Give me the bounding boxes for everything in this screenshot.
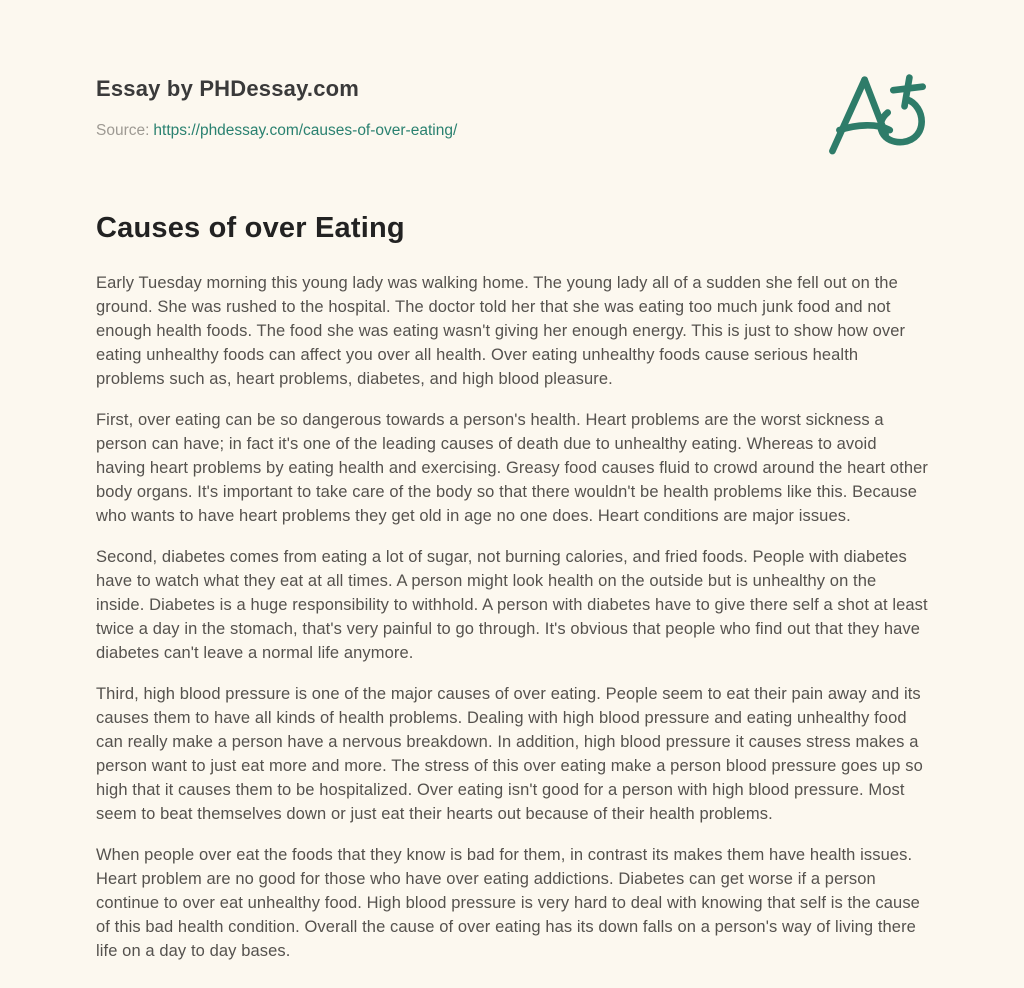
essay-content <box>96 0 928 963</box>
page-title: Causes of over Eating <box>96 212 405 244</box>
essay-paragraph: First, over eating can be so dangerous towards a person's health. Heart problems are the worst sickness a person can have; in fact it's one of the leading causes of death due to unhealthy eating. Whereas to avoid having heart problems by eating health and exercising. Greasy food causes fluid to crowd around the heart other body organs. It's important to take care of the body so that there wouldn't be health problems like this. Because who wants to have heart problems they get old in age no one does. Heart conditions are major issues. <box>96 411 929 525</box>
phdessay-a-plus-logo-icon <box>824 68 936 160</box>
essay-paragraph: When people over eat the foods that they know is bad for them, in contrast its makes them have health issues. Heart problem are no good for those who have over eating addictions. Diabetes can get worse if a person continue to over eat unhealthy food. High blood pressure is very hard to deal with knowing that self is the cause of this bad health condition. Overall the cause of over eating has its down falls on a person's way of living there life on a day to day bases. <box>96 846 920 960</box>
essay-byline: Essay by PHDessay.com <box>96 76 360 101</box>
source-link[interactable]: https://phdessay.com/causes-of-over-eating/ <box>153 122 458 139</box>
essay-body <box>96 271 928 963</box>
essay-paragraph: Early Tuesday morning this young lady was walking home. The young lady all of a sudden she fell out on the ground. She was rushed to the hospital. The doctor told her that she was eating too much junk food and not enough health foods. The food she was eating wasn't giving her enough energy. This is just to show how over eating unhealthy foods can affect you over all health. Over eating unhealthy foods cause serious health problems such as, heart problems, diabetes, and high blood pleasure. <box>96 274 906 388</box>
source-label: Source: <box>96 122 150 139</box>
source-line <box>96 122 928 140</box>
essay-paragraph: Third, high blood pressure is one of the major causes of over eating. People seem to eat their pain away and its causes them to have all kinds of health problems. Dealing with high blood pressure and eating unhealthy food can really make a person have a nervous breakdown. In addition, high blood pressure it causes stress makes a person want to just eat more and more. The stress of this over eating make a person blood pressure goes up so high that it causes them to be hospitalized. Over eating isn't good for a person with high blood pressure. Most seem to beat themselves down or just eat their hearts out because of their health problems. <box>96 685 923 823</box>
essay-paragraph: Second, diabetes comes from eating a lot of sugar, not burning calories, and fried foods. People with diabetes have to watch what they eat at all times. A person might look health on the outside but is unhealthy on the inside. Diabetes is a huge responsibility to withhold. A person with diabetes have to give there self a shot at least twice a day in the stomach, that's very painful to go through. It's obvious that people who find out that they have diabetes can't leave a normal life anymore. <box>96 548 928 662</box>
